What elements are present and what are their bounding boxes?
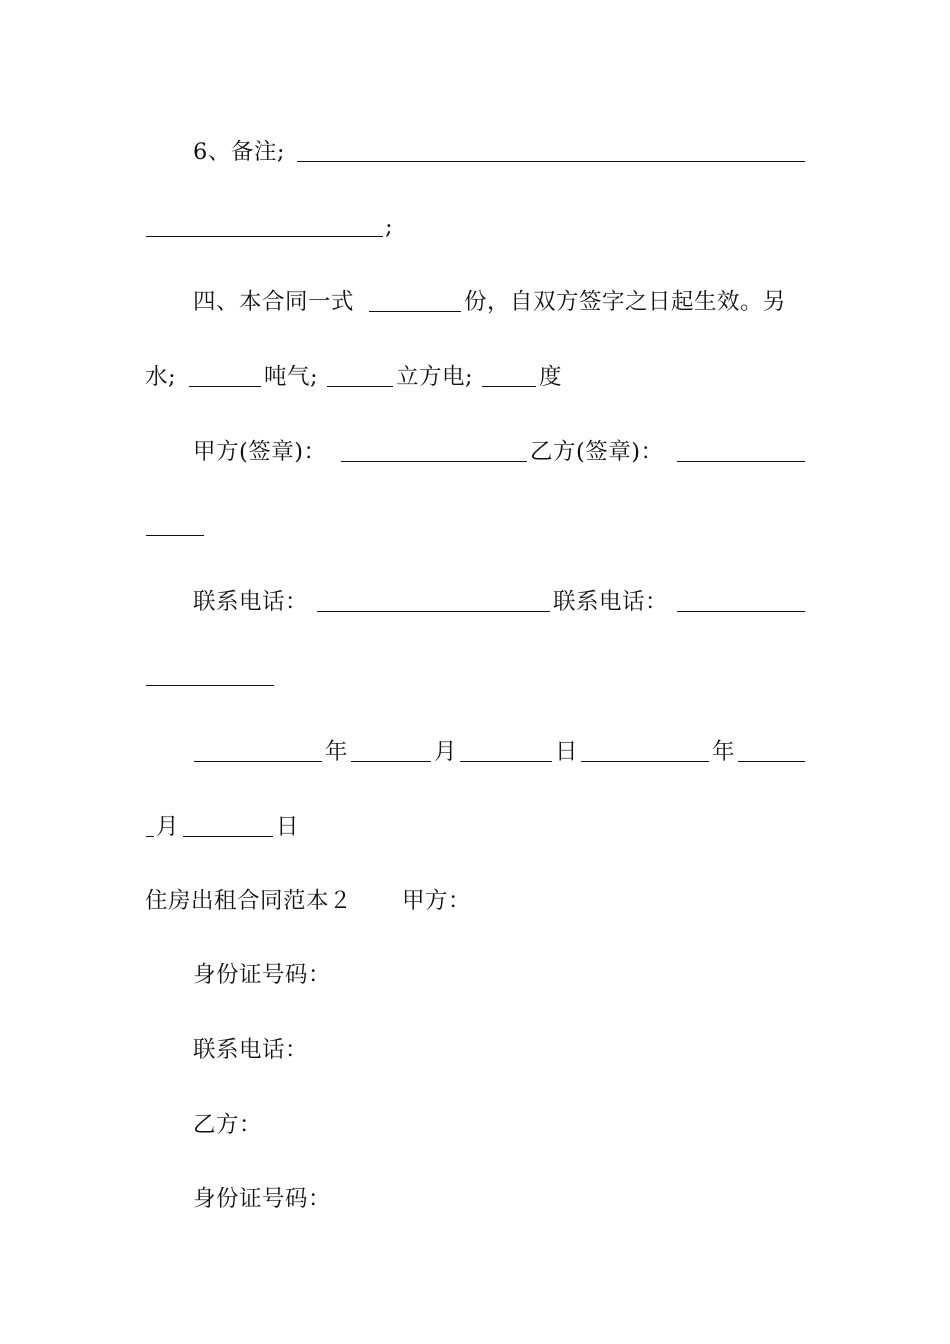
meter-water xyxy=(145,362,176,392)
contact-a xyxy=(193,1035,308,1065)
gas-blank[interactable] xyxy=(327,366,393,387)
meter-water-text: 水; xyxy=(145,364,177,390)
phone-a-label: 联系电话： xyxy=(193,589,309,615)
remark-blank-1[interactable] xyxy=(297,141,805,162)
phone-b xyxy=(553,587,668,617)
contract2-title xyxy=(145,886,352,916)
phone-b-blank-2[interactable] xyxy=(146,665,274,686)
remark-blank-2[interactable] xyxy=(146,216,383,237)
copies-blank[interactable] xyxy=(369,291,461,312)
party-a-sign-blank[interactable] xyxy=(341,441,527,462)
meter-elec-text: 立方电; xyxy=(396,364,474,390)
phone-a-blank[interactable] xyxy=(317,591,550,612)
id-b-text: 身份证号码： xyxy=(193,1186,332,1212)
party-a-sign-label: 甲方(签章)： xyxy=(193,439,327,465)
remark-label: 6、备注; xyxy=(193,139,285,165)
year1 xyxy=(325,737,348,767)
party-b-sign-blank-2[interactable] xyxy=(146,515,204,536)
day1-text: 日 xyxy=(555,739,579,765)
meter-gas xyxy=(264,362,318,392)
remark-line xyxy=(193,137,285,167)
meter-gas-text: 吨气; xyxy=(264,364,319,390)
copies-suffix: 份，自双方签字之日起生效。另 xyxy=(464,289,787,315)
meter-deg-text: 度 xyxy=(539,364,563,390)
copies-line xyxy=(193,287,354,317)
party-b-sign-label: 乙方(签章)： xyxy=(530,439,664,465)
meter-elec xyxy=(396,362,473,392)
contract2-party-a-text: 甲方： xyxy=(402,888,472,914)
day2-text: 日 xyxy=(276,814,300,840)
year2-text: 年 xyxy=(712,739,736,765)
month1 xyxy=(434,737,457,767)
month2-blank-1[interactable] xyxy=(738,741,805,762)
day1 xyxy=(555,737,578,767)
year1-text: 年 xyxy=(325,739,349,765)
month2-text: 月 xyxy=(156,814,180,840)
remark-end xyxy=(385,212,393,242)
id-b xyxy=(193,1184,331,1214)
contact-a-text: 联系电话： xyxy=(193,1037,309,1063)
party-b-sign xyxy=(530,437,664,467)
party-b xyxy=(193,1110,262,1140)
month1-text: 月 xyxy=(434,739,458,765)
water-blank[interactable] xyxy=(189,366,261,387)
party-b-sign-blank-1[interactable] xyxy=(677,441,805,462)
contract2-party-a xyxy=(402,886,471,916)
party-b-text: 乙方： xyxy=(193,1112,263,1138)
meter-deg xyxy=(539,362,562,392)
party-a-sign xyxy=(193,437,327,467)
elec-blank[interactable] xyxy=(482,366,536,387)
month1-blank[interactable] xyxy=(351,741,431,762)
remark-end-text: ; xyxy=(385,214,394,240)
phone-b-label: 联系电话： xyxy=(553,589,669,615)
id-a-text: 身份证号码： xyxy=(193,962,332,988)
day2-blank[interactable] xyxy=(183,816,273,837)
day2 xyxy=(276,812,299,842)
year2-blank[interactable] xyxy=(581,741,709,762)
contract2-title-text: 住房出租合同范本２ xyxy=(145,888,353,914)
month2-blank-2[interactable] xyxy=(146,816,154,837)
year1-blank[interactable] xyxy=(194,741,322,762)
phone-b-blank-1[interactable] xyxy=(677,591,805,612)
month2 xyxy=(156,812,179,842)
phone-a xyxy=(193,587,308,617)
copies-prefix: 四、本合同一式 xyxy=(193,289,355,315)
day1-blank[interactable] xyxy=(460,741,552,762)
copies-suffix-line xyxy=(464,287,786,317)
year2 xyxy=(712,737,735,767)
id-a xyxy=(193,960,331,990)
